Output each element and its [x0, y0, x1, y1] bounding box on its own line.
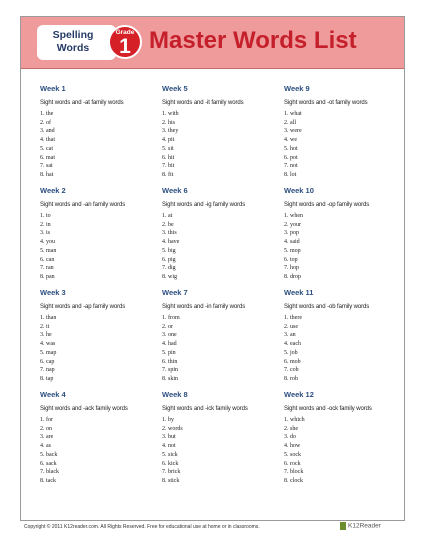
week-title: Week 1: [40, 84, 66, 93]
week-block: [284, 186, 402, 282]
word-item: 3. and: [40, 128, 55, 135]
word-item: 1. when: [284, 213, 303, 219]
word-item: 2. all: [284, 119, 296, 126]
word-list: [162, 212, 280, 282]
word-item: 5. map: [40, 349, 57, 356]
word-item: 4. that: [40, 137, 55, 144]
word-item: 3. are: [40, 434, 54, 441]
grade-label: Grade: [115, 29, 135, 36]
word-item: 2. his: [162, 119, 176, 126]
word-item: 7. not: [284, 163, 298, 170]
word-item: 3. pop: [284, 230, 299, 237]
word-item: 5. hot: [284, 145, 298, 152]
word-item: 7. nap: [40, 367, 55, 374]
week-block: [40, 186, 158, 282]
word-item: 4. pit: [162, 137, 175, 144]
word-item: 6. pot: [284, 154, 298, 161]
week-block: [40, 390, 158, 486]
word-list: [40, 416, 158, 486]
week-block: [162, 288, 280, 384]
word-item: 5. back: [40, 451, 58, 458]
week-title: Week 3: [40, 288, 66, 297]
week-subtitle: Sight words and -it family words: [162, 100, 244, 106]
k12reader-icon: [340, 522, 346, 530]
word-item: 2. in: [40, 221, 51, 228]
week-title: Week 5: [162, 84, 188, 93]
spelling-words-badge: [37, 25, 116, 60]
word-item: 7. brick: [162, 469, 181, 476]
word-item: 1. by: [162, 417, 174, 423]
header-banner: [21, 17, 404, 69]
word-list: [40, 212, 158, 282]
week-subtitle: Sight words and -ock family words: [284, 406, 372, 412]
word-item: 6. cap: [40, 358, 55, 365]
week-block: [284, 84, 402, 180]
week-subtitle: Sight words and -ob family words: [284, 304, 370, 310]
word-item: 7. black: [40, 469, 59, 476]
word-item: 6. mob: [284, 358, 301, 365]
word-item: 6. thin: [162, 358, 178, 365]
word-list: [40, 110, 158, 180]
word-item: 5. mop: [284, 247, 301, 254]
word-item: 8. clock: [284, 477, 303, 484]
word-item: 4. each: [284, 341, 301, 348]
week-title: Week 2: [40, 186, 66, 195]
word-item: 2. use: [284, 323, 298, 330]
week-title: Week 4: [40, 390, 66, 399]
word-item: 2. your: [284, 221, 301, 228]
word-item: 5. job: [284, 349, 298, 356]
word-item: 1. with: [162, 111, 179, 117]
week-title: Week 10: [284, 186, 314, 195]
word-item: 8. drop: [284, 273, 301, 280]
word-item: 8. lot: [284, 171, 297, 178]
word-item: 3. but: [162, 434, 176, 441]
word-item: 3. one: [162, 332, 177, 339]
word-item: 6. mat: [40, 154, 55, 161]
word-item: 2. she: [284, 425, 298, 432]
word-item: 1. there: [284, 315, 302, 321]
word-item: 4. had: [162, 341, 177, 348]
word-item: 7. bit: [162, 163, 175, 170]
word-item: 1. than: [40, 315, 57, 321]
word-item: 3. is: [40, 230, 51, 237]
week-title: Week 9: [284, 84, 310, 93]
word-item: 6. kick: [162, 460, 179, 467]
word-item: 4. have: [162, 239, 180, 246]
worksheet-frame: [20, 16, 405, 521]
word-item: 1. at: [162, 213, 173, 219]
k12reader-logo: [340, 522, 381, 530]
word-item: 2. of: [40, 119, 51, 126]
word-item: 6. sack: [40, 460, 57, 467]
grade-circle: [108, 25, 142, 59]
word-item: 1. for: [40, 417, 53, 423]
word-item: 3. an: [284, 332, 296, 339]
word-item: 4. as: [40, 443, 51, 450]
week-block: [284, 288, 402, 384]
word-item: 1. what: [284, 111, 302, 117]
word-item: 6. hit: [162, 154, 175, 161]
word-item: 6. rock: [284, 460, 301, 467]
word-item: 3. were: [284, 128, 302, 135]
word-item: 8. tack: [40, 477, 56, 484]
word-item: 4. you: [40, 239, 55, 246]
week-block: [284, 390, 402, 486]
week-title: Week 7: [162, 288, 188, 297]
week-subtitle: Sight words and -ap family words: [40, 304, 126, 310]
word-item: 8. tap: [40, 375, 54, 382]
badge-line2: Words: [56, 42, 90, 54]
word-item: 1. from: [162, 315, 180, 321]
word-item: 1. the: [40, 111, 54, 117]
word-item: 5. cat: [40, 145, 53, 152]
word-item: 5. man: [40, 247, 57, 254]
word-item: 8. fit: [162, 171, 174, 178]
word-item: 5. big: [162, 247, 176, 254]
word-item: 5. sick: [162, 451, 178, 458]
week-title: Week 8: [162, 390, 188, 399]
word-item: 8. wig: [162, 273, 177, 280]
word-item: 5. pin: [162, 349, 176, 356]
word-item: 4. we: [284, 137, 297, 144]
word-item: 1. to: [40, 213, 51, 219]
word-list: [284, 212, 402, 282]
week-subtitle: Sight words and -op family words: [284, 202, 370, 208]
word-item: 3. this: [162, 230, 177, 237]
word-item: 6. pig: [162, 256, 176, 263]
word-list: [162, 110, 280, 180]
word-list: [162, 416, 280, 486]
word-item: 7. dig: [162, 265, 176, 272]
word-item: 2. it: [40, 323, 50, 330]
badge-text: [49, 29, 97, 55]
word-item: 4. said: [284, 239, 300, 246]
word-list: [284, 110, 402, 180]
word-item: 3. they: [162, 128, 179, 135]
week-block: [162, 390, 280, 486]
word-item: 7. block: [284, 469, 304, 476]
word-item: 4. was: [40, 341, 56, 348]
week-title: Week 11: [284, 288, 314, 297]
week-subtitle: Sight words and -an family words: [40, 202, 126, 208]
word-item: 3. do: [284, 434, 296, 441]
week-subtitle: Sight words and -in family words: [162, 304, 246, 310]
page-title: Master Words List: [149, 27, 357, 54]
word-item: 8. skin: [162, 375, 179, 382]
week-block: [40, 288, 158, 384]
word-item: 1. which: [284, 417, 305, 423]
week-subtitle: Sight words and -ot family words: [284, 100, 368, 106]
week-block: [162, 84, 280, 180]
word-item: 2. on: [40, 425, 52, 432]
word-item: 8. hat: [40, 171, 54, 178]
word-item: 4. how: [284, 443, 301, 450]
word-item: 6. can: [40, 256, 55, 263]
copyright-text: Copyright © 2011 K12reader.com. All Rights Reserved. Free for educational use at home or in classrooms.: [24, 524, 260, 530]
word-item: 8. rob: [284, 375, 298, 382]
word-item: 5. sit: [162, 145, 174, 152]
grade-number: 1: [119, 35, 131, 58]
word-item: 7. ran: [40, 265, 54, 272]
word-item: 5. sock: [284, 451, 301, 458]
word-list: [40, 314, 158, 384]
week-block: [40, 84, 158, 180]
word-item: 8. stick: [162, 477, 180, 484]
week-subtitle: Sight words and -ack family words: [40, 406, 128, 412]
word-item: 7. hop: [284, 265, 299, 272]
word-item: 4. not: [162, 443, 176, 450]
logo-text: K12Reader: [348, 522, 381, 530]
week-subtitle: Sight words and -at family words: [40, 100, 124, 106]
week-subtitle: Sight words and -ig family words: [162, 202, 246, 208]
word-item: 7. spin: [162, 367, 179, 374]
week-title: Week 6: [162, 186, 188, 195]
word-item: 2. or: [162, 323, 173, 330]
week-subtitle: Sight words and -ick family words: [162, 406, 248, 412]
week-block: [162, 186, 280, 282]
word-item: 2. be: [162, 221, 174, 228]
word-item: 2. words: [162, 425, 183, 432]
word-item: 8. pan: [40, 273, 55, 280]
week-title: Week 12: [284, 390, 314, 399]
word-item: 3. he: [40, 332, 52, 339]
word-list: [162, 314, 280, 384]
word-list: [284, 416, 402, 486]
word-item: 6. top: [284, 256, 298, 263]
badge-line1: Spelling: [52, 29, 94, 41]
word-item: 7. sat: [40, 163, 53, 170]
word-list: [284, 314, 402, 384]
word-item: 7. cob: [284, 367, 299, 374]
